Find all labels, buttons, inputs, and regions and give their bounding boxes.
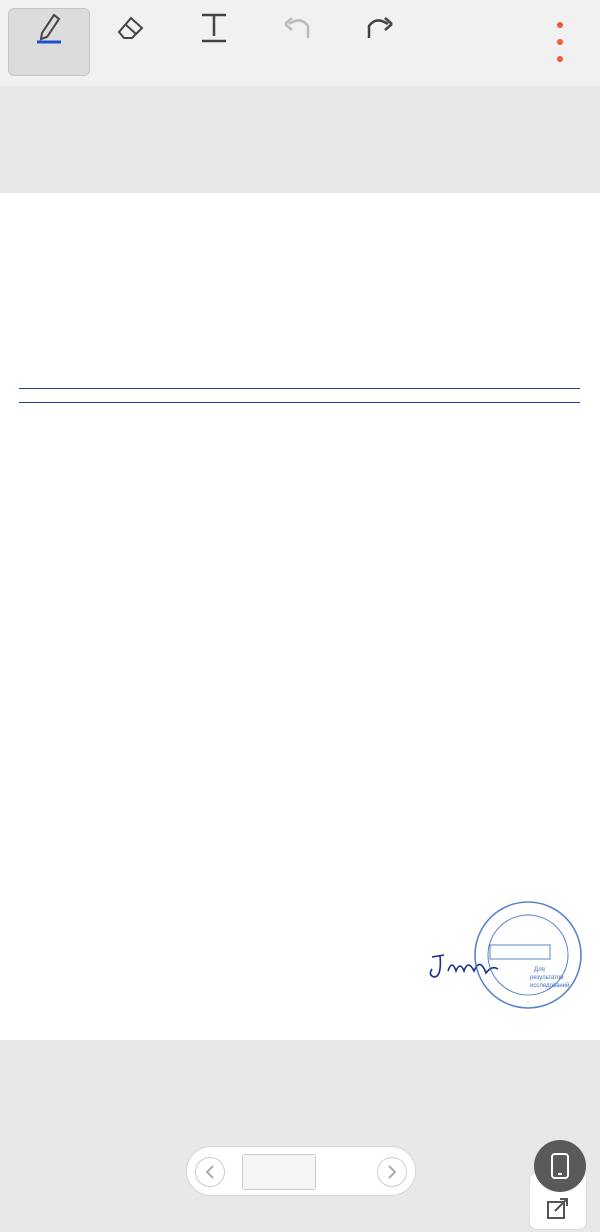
header-divider (19, 388, 580, 389)
phone-icon (549, 1152, 571, 1180)
pen-icon (34, 9, 64, 47)
page-number-input[interactable] (242, 1154, 316, 1190)
chevron-right-icon (385, 1164, 399, 1180)
page-navigator (186, 1146, 416, 1196)
undo-icon (281, 8, 313, 46)
section-divider (19, 402, 580, 403)
svg-text:результатов: результатов (530, 975, 564, 981)
chevron-left-icon (203, 1164, 217, 1180)
text-icon (198, 8, 230, 46)
svg-text:исследований: исследований (530, 983, 570, 989)
more-menu-icon[interactable] (548, 22, 572, 62)
redo-icon (364, 8, 396, 46)
redo-button[interactable] (342, 8, 418, 76)
stamp-image (472, 899, 584, 1011)
next-page-button[interactable] (377, 1157, 407, 1187)
eraser-tool-button[interactable] (95, 8, 167, 76)
document-page (0, 193, 600, 1040)
eraser-icon (115, 8, 147, 46)
svg-text:Для: Для (534, 967, 545, 973)
qr-code[interactable] (24, 901, 101, 978)
prev-page-button[interactable] (195, 1157, 225, 1187)
annotation-toolbar (0, 0, 600, 86)
undo-button[interactable] (254, 8, 340, 76)
pen-tool-button[interactable] (8, 8, 90, 76)
share-icon (545, 1195, 571, 1221)
text-tool-button[interactable] (182, 8, 246, 76)
device-mode-button[interactable] (534, 1140, 586, 1192)
